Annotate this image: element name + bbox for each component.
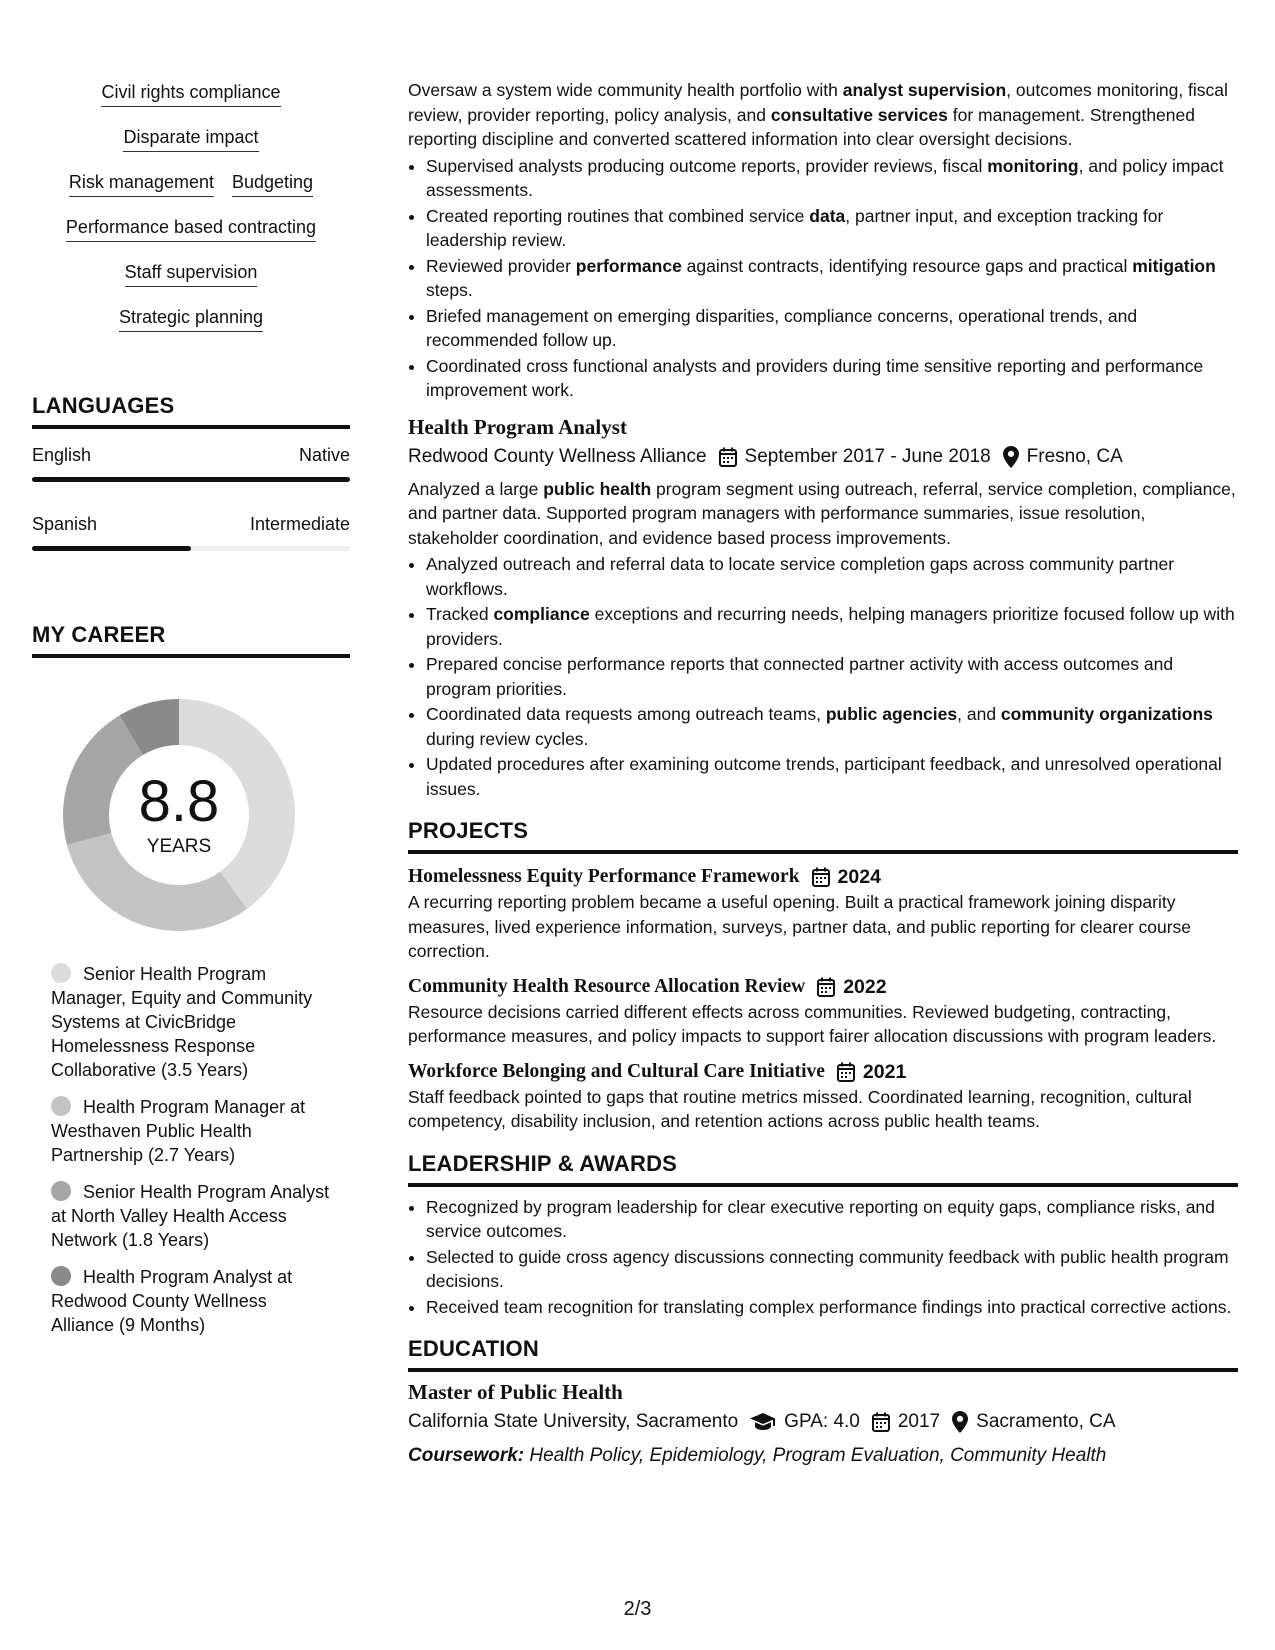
job-bullet: • Updated procedures after examining outcome trends, participant feedback, and unresolved operational issues. — [426, 752, 1238, 801]
legend-item: Health Program Analyst at Redwood County Wellness Alliance (9 Months) — [51, 1267, 293, 1335]
skill-tag: Risk management — [69, 170, 214, 197]
section-title-awards: LEADERSHIP & AWARDS — [408, 1150, 1238, 1187]
legend-item: Health Program Manager at Westhaven Public Health Partnership (2.7 Years) — [51, 1097, 306, 1165]
language-item — [32, 512, 350, 551]
job-bullets — [408, 154, 1238, 403]
project-description: A recurring reporting problem became a useful opening. Built a practical framework joining disparity measures, lived experience information, surveys, partner data, and public reporting for clearer course correction. — [408, 892, 1192, 961]
education-section — [408, 1335, 1238, 1470]
calendar-icon — [872, 1412, 890, 1432]
project-year: 2022 — [843, 975, 887, 998]
legend-dot — [51, 963, 71, 983]
years-label: YEARS — [146, 836, 212, 857]
calendar-icon — [719, 447, 737, 467]
legend-dot — [51, 1181, 71, 1201]
project-name: Community Health Resource Allocation Review — [408, 975, 806, 997]
project-name: Workforce Belonging and Cultural Care Initiative — [408, 1060, 825, 1082]
main-content — [408, 78, 1238, 1470]
award-item: • Recognized by program leadership for clear executive reporting on equity gaps, compliance risks, and service outcomes. — [426, 1195, 1238, 1244]
legend-item: Senior Health Program Analyst at North Valley Health Access Network (1.8 Years) — [51, 1182, 330, 1250]
map-pin-icon — [952, 1411, 968, 1433]
job-bullet: • Reviewed provider performance against contracts, identifying resource gaps and practical mitigation steps. — [426, 254, 1238, 303]
language-bar-fill — [32, 546, 191, 551]
skill-tag: Strategic planning — [119, 305, 263, 332]
project-name: Homelessness Equity Performance Framework — [408, 866, 800, 887]
map-pin-icon — [1003, 446, 1019, 468]
languages-section — [32, 392, 350, 551]
language-bar-fill — [32, 477, 350, 482]
language-item — [32, 443, 350, 482]
skill-tag: Disparate impact — [123, 125, 258, 152]
language-bar — [32, 546, 350, 551]
sidebar — [32, 80, 350, 1350]
language-bar — [32, 477, 350, 482]
section-title-education: EDUCATION — [408, 1335, 1238, 1372]
gpa: GPA: 4.0 — [784, 1411, 860, 1432]
project-description: Resource decisions carried different effects across communities. Reviewed budgeting, contracting, performance measures, and policy impacts to support fairer allocation discussions with program leaders. — [408, 1001, 1217, 1046]
job-bullet: • Created reporting routines that combined service data, partner input, and exception tracking for leadership review. — [426, 204, 1238, 253]
calendar-icon — [817, 977, 835, 997]
award-item: • Selected to guide cross agency discussions connecting community feedback with public health program decisions. — [426, 1245, 1238, 1294]
job-bullet: • Tracked compliance exceptions and recurring needs, helping managers prioritize focused follow up with providers. — [426, 602, 1238, 651]
awards-list — [408, 1195, 1238, 1320]
job-bullet: • Supervised analysts producing outcome reports, provider reviews, fiscal monitoring, and policy impact assessments. — [426, 154, 1238, 203]
career-legend — [51, 962, 331, 1337]
job-bullet: • Prepared concise performance reports that connected partner activity with access outcomes and program priorities. — [426, 652, 1238, 701]
language-level: Native — [298, 445, 350, 465]
calendar-icon — [837, 1062, 855, 1082]
section-title-projects: PROJECTS — [408, 817, 1238, 854]
job-meta — [408, 443, 1238, 471]
job-bullet: • Analyzed outreach and referral data to locate service completion gaps across community partner workflows. — [426, 552, 1238, 601]
skill-tag: Performance based contracting — [66, 215, 316, 242]
career-donut-chart — [54, 690, 304, 940]
project-year: 2024 — [837, 866, 881, 888]
experience-entry-1 — [408, 78, 1238, 403]
section-title-career: MY CAREER — [32, 621, 350, 658]
legend-dot — [51, 1266, 71, 1286]
total-years: 8.8 — [138, 769, 220, 834]
language-name: English — [32, 445, 92, 465]
project-item — [408, 974, 1238, 1049]
legend-item: Senior Health Program Manager, Equity and Community Systems at CivicBridge Homelessness Response Collaborative (3.5 Years) — [51, 964, 313, 1080]
job-summary: Analyzed a large public health program segment using outreach, referral, service completion, compliance, and partner data. Supported program managers with performance summaries, issue resolution, stakeholder coordination, and evidence based process improvements. — [408, 478, 1236, 548]
language-name: Spanish — [32, 514, 98, 534]
legend-dot — [51, 1096, 71, 1116]
skill-tag: Budgeting — [232, 170, 313, 197]
experience-entry-2 — [408, 413, 1238, 802]
project-year: 2021 — [862, 1060, 907, 1083]
skill-tag: Staff supervision — [125, 260, 258, 287]
projects-section — [408, 817, 1238, 1134]
career-section — [32, 621, 350, 1337]
job-bullet: • Briefed management on emerging disparities, compliance concerns, operational trends, and recommended follow up. — [426, 304, 1238, 353]
school-name: California State University, Sacramento — [408, 1411, 739, 1432]
company-name: Redwood County Wellness Alliance — [408, 445, 707, 467]
school-location: Sacramento, CA — [976, 1411, 1116, 1432]
job-bullets — [408, 552, 1238, 801]
language-level: Intermediate — [249, 514, 350, 534]
skill-tag: Civil rights compliance — [101, 80, 280, 107]
project-item — [408, 864, 1238, 964]
awards-section — [408, 1150, 1238, 1320]
page-number: 2/3 — [623, 1598, 652, 1620]
job-dates: September 2017 - June 2018 — [744, 445, 991, 467]
calendar-icon — [812, 867, 830, 887]
job-summary: Oversaw a system wide community health portfolio with analyst supervision, outcomes monitoring, fiscal review, provider reporting, policy analysis, and consultative services for management. Strengthened reporting discipline and converted scattered information into clear oversight decisions. — [408, 80, 1228, 149]
graduation-year: 2017 — [897, 1411, 941, 1432]
job-bullet: • Coordinated cross functional analysts and providers during time sensitive reporting and performance improvement work. — [426, 354, 1238, 403]
coursework-label: Coursework: — [408, 1445, 525, 1466]
graduation-cap-icon — [750, 1413, 776, 1431]
job-title: Health Program Analyst — [408, 414, 627, 439]
section-title-languages: LANGUAGES — [32, 392, 350, 429]
job-location: Fresno, CA — [1026, 445, 1123, 467]
project-description: Staff feedback pointed to gaps that routine metrics missed. Coordinated learning, recognition, cultural competency, disability inclusion, and retention actions across public health teams. — [408, 1086, 1192, 1131]
job-bullet: • Coordinated data requests among outreach teams, public agencies, and community organizations during review cycles. — [426, 702, 1238, 751]
award-item: • Received team recognition for translating complex performance findings into practical corrective actions. — [426, 1295, 1238, 1320]
degree-title: Master of Public Health — [408, 1380, 623, 1404]
coursework-list: Health Policy, Epidemiology, Program Evaluation, Community Health — [524, 1445, 1107, 1466]
skills-list — [32, 80, 350, 350]
education-meta — [408, 1408, 1238, 1436]
project-item — [408, 1059, 1238, 1134]
coursework — [408, 1442, 1238, 1470]
